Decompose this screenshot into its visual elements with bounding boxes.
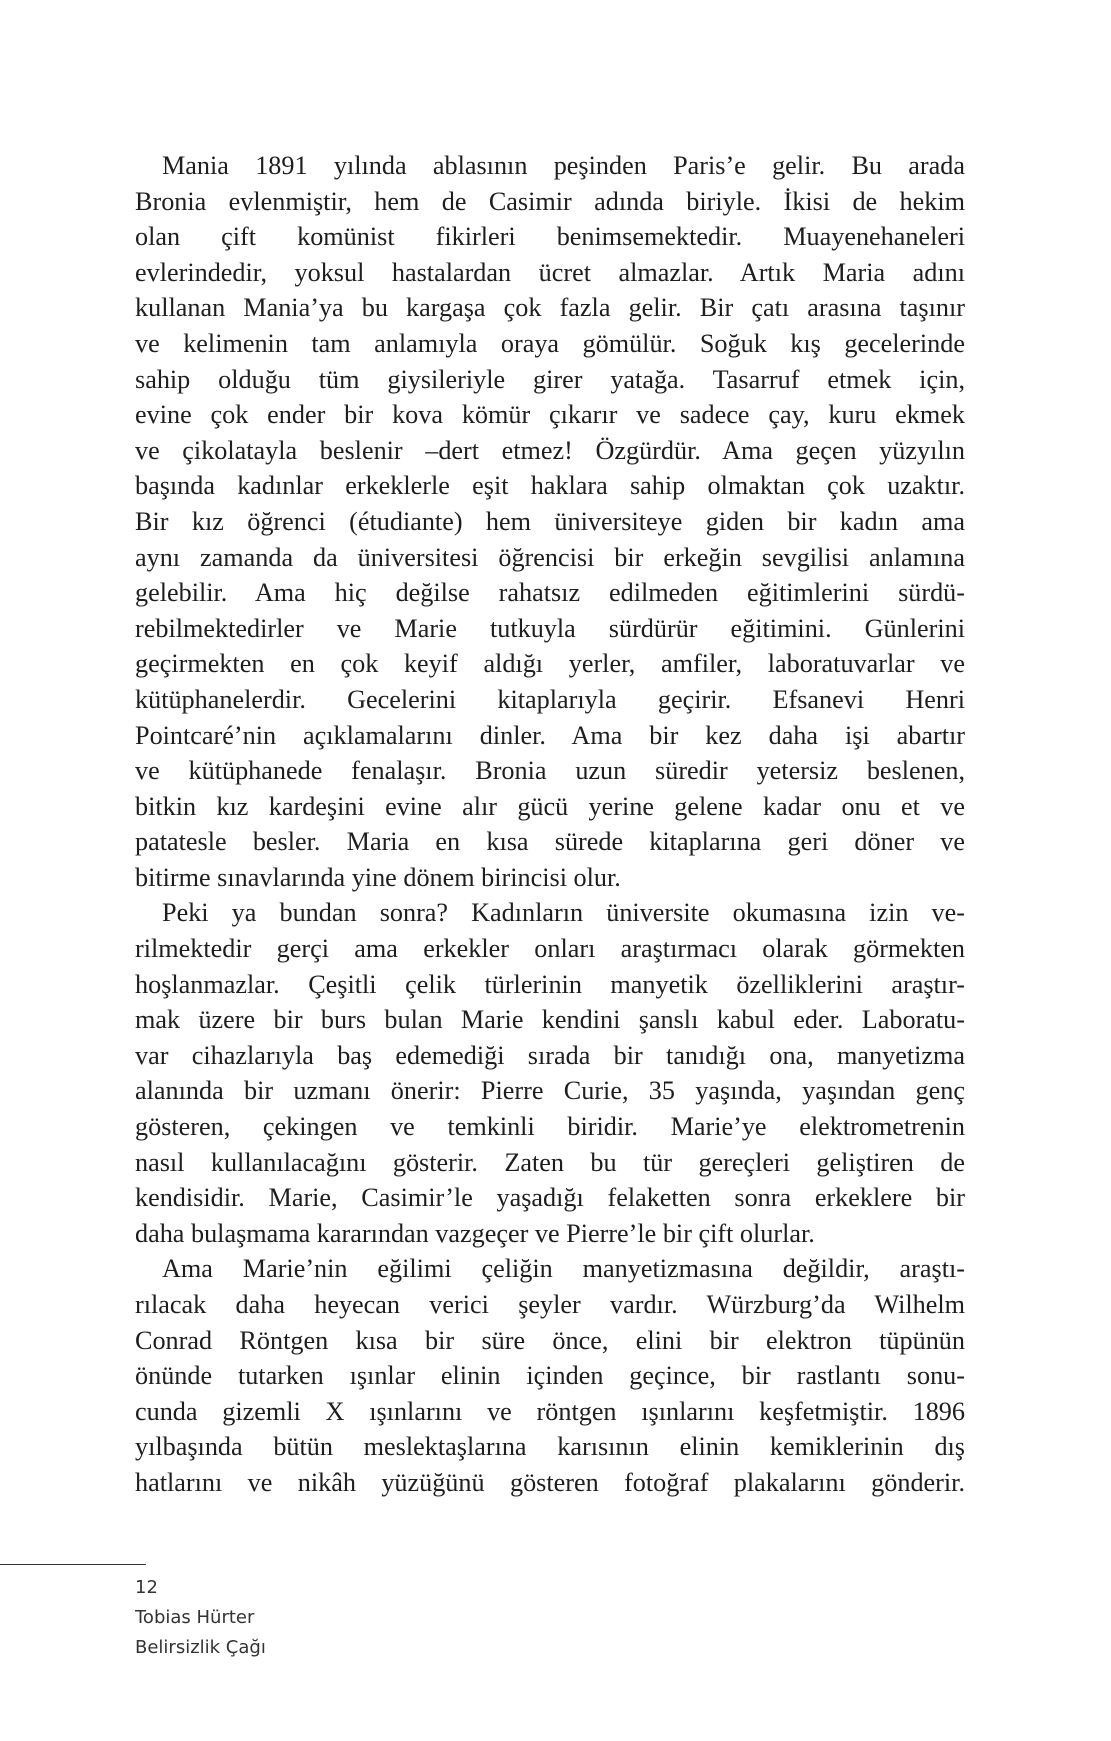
- text-line: ve kelimenin tam anlamıyla oraya gömülür. Soğuk kış gecelerinde: [135, 328, 965, 358]
- text-line: kendisidir. Marie, Casimir’le yaşadığı felaketten sonra erkeklere bir: [135, 1183, 965, 1213]
- text-line: kullanan Mania’ya bu kargaşa çok fazla gelir. Bir çatı arasına taşınır: [135, 293, 965, 323]
- text-line: Mania 1891 yılında ablasının peşinden Paris’e gelir. Bu arada: [162, 151, 965, 180]
- text-line: patatesle besler. Maria en kısa sürede kitaplarına geri döner ve: [135, 827, 965, 857]
- text-line: Peki ya bundan sonra? Kadınların üniversite okumasına izin ve-: [162, 898, 965, 928]
- text-line: evlerindedir, yoksul hastalardan ücret almazlar. Artık Maria adını: [135, 257, 965, 287]
- text-line: cunda gizemli X ışınlarını ve röntgen ışınlarını keşfetmiştir. 1896: [135, 1396, 965, 1426]
- text-line: Ama Marie’nin eğilimi çeliğin manyetizmasına değildir, araştı-: [162, 1254, 965, 1284]
- text-line: daha bulaşmama kararından vazgeçer ve Pierre’le bir çift olurlar.: [135, 1218, 815, 1248]
- page-footer: [135, 1573, 266, 1663]
- text-line: ve çikolatayla beslenir –dert etmez! Özgürdür. Ama geçen yüzyılın: [135, 435, 965, 465]
- text-line: hatlarını ve nikâh yüzüğünü gösteren fotoğraf plakalarını gönderir.: [135, 1467, 965, 1497]
- text-line: olan çift komünist fikirleri benimsemektedir. Muayenehaneleri: [135, 222, 965, 252]
- text-line: mak üzere bir burs bulan Marie kendini şanslı kabul eder. Laboratu-: [135, 1005, 965, 1035]
- text-line: önünde tutarken ışınlar elinin içinden geçince, bir rastlantı sonu-: [135, 1361, 965, 1391]
- text-line: nasıl kullanılacağını gösterir. Zaten bu tür gereçleri geliştiren de: [135, 1147, 965, 1177]
- text-line: gelebilir. Ama hiç değilse rahatsız edilmeden eğitimlerini sürdü-: [135, 578, 965, 608]
- text-line: Conrad Röntgen kısa bir süre önce, elini bir elektron tüpünün: [135, 1325, 965, 1355]
- text-line: evine çok ender bir kova kömür çıkarır ve sadece çay, kuru ekmek: [135, 400, 965, 430]
- text-line: hoşlanmazlar. Çeşitli çelik türlerinin manyetik özelliklerini araştır-: [135, 969, 965, 999]
- text-line: bitirme sınavlarında yine dönem birincisi olur.: [135, 862, 621, 892]
- text-line: rebilmektedirler ve Marie tutkuyla sürdürür eğitimini. Günlerini: [135, 613, 965, 643]
- footer-book-title: Belirsizlik Çağı: [135, 1637, 266, 1658]
- text-line: bitkin kız kardeşini evine alır gücü yerine gelene kadar onu et ve: [135, 791, 965, 821]
- footer-author: Tobias Hürter: [135, 1607, 255, 1628]
- text-line: Pointcaré’nin açıklamalarını dinler. Ama bir kez daha işi abartır: [135, 720, 965, 750]
- footer-rule: [0, 1564, 146, 1565]
- page-number: 12: [135, 1577, 158, 1598]
- text-line: rilmektedir gerçi ama erkekler onları araştırmacı olarak görmekten: [135, 934, 965, 964]
- text-line: sahip olduğu tüm giysileriyle girer yatağa. Tasarruf etmek için,: [135, 364, 965, 394]
- text-line: aynı zamanda da üniversitesi öğrencisi bir erkeğin sevgilisi anlamına: [135, 542, 965, 572]
- text-line: gösteren, çekingen ve temkinli biridir. Marie’ye elektrometrenin: [135, 1112, 965, 1142]
- text-line: kütüphanelerdir. Gecelerini kitaplarıyla geçirir. Efsanevi Henri: [135, 684, 965, 714]
- text-line: Bronia evlenmiştir, hem de Casimir adında biriyle. İkisi de hekim: [135, 186, 965, 216]
- text-line: var cihazlarıyla baş edemediği sırada bir tanıdığı ona, manyetizma: [135, 1040, 965, 1070]
- text-line: Bir kız öğrenci (étudiante) hem üniversiteye giden bir kadın ama: [135, 506, 965, 536]
- page-body-text: [135, 148, 965, 1501]
- text-line: geçirmekten en çok keyif aldığı yerler, amfiler, laboratuvarlar ve: [135, 649, 965, 679]
- text-line: başında kadınlar erkeklerle eşit haklara sahip olmaktan çok uzaktır.: [135, 471, 965, 501]
- text-line: alanında bir uzmanı önerir: Pierre Curie, 35 yaşında, yaşından genç: [135, 1076, 965, 1106]
- text-line: yılbaşında bütün meslektaşlarına karısının elinin kemiklerinin dış: [135, 1432, 965, 1462]
- text-line: rılacak daha heyecan verici şeyler vardır. Würzburg’da Wilhelm: [135, 1290, 965, 1319]
- text-line: ve kütüphanede fenalaşır. Bronia uzun süredir yetersiz beslenen,: [135, 756, 965, 786]
